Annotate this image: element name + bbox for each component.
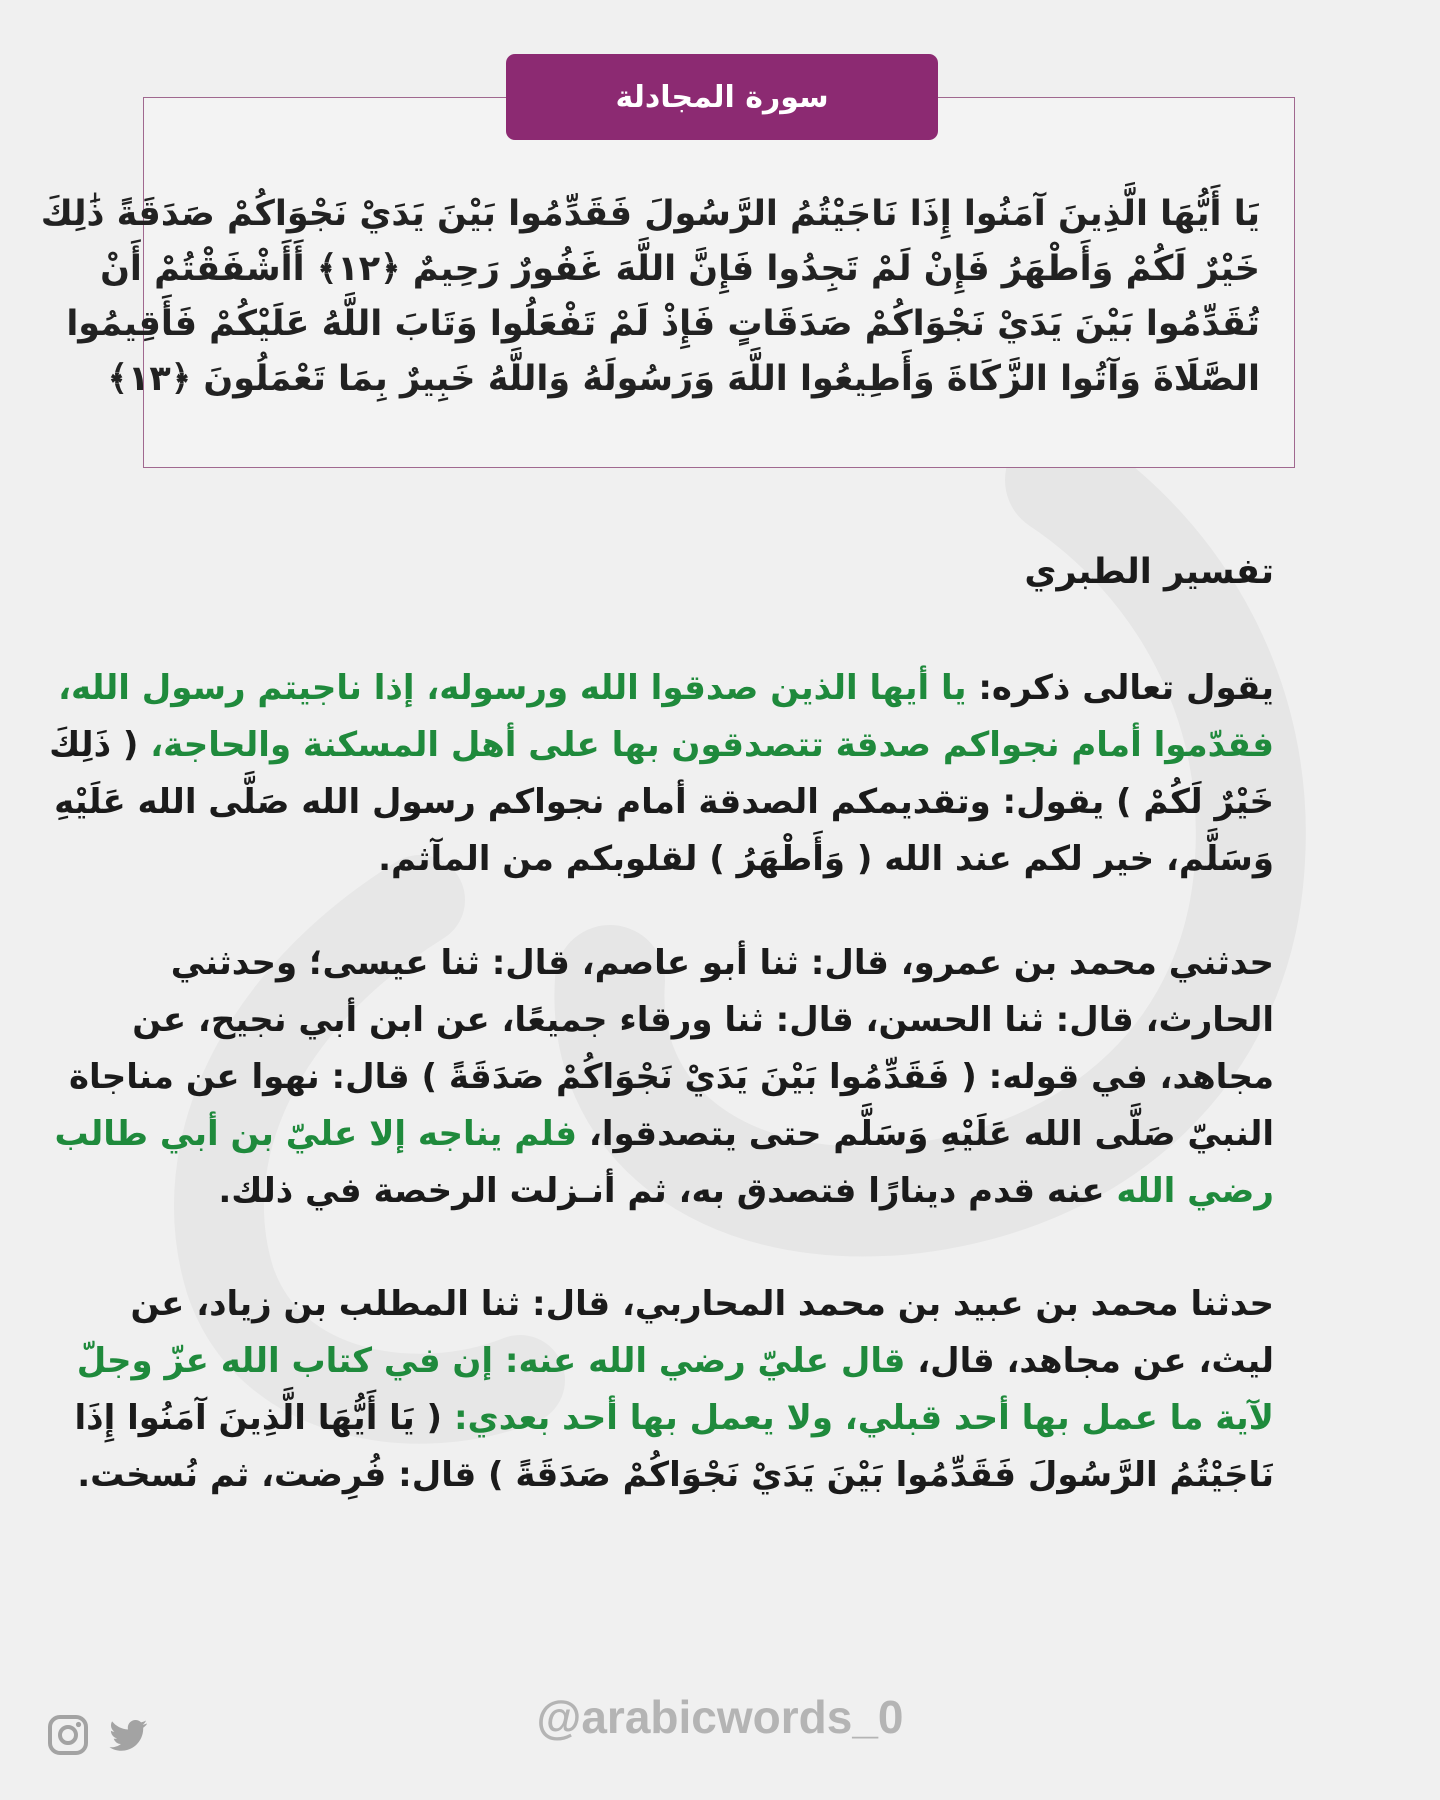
surah-title-tab: [506, 54, 938, 140]
paragraph-line: خَيْرٌ لَكُمْ ) يقول: وتقديمكم الصدقة أمام نجواكم رسول الله صَلَّى الله عَلَيْهِ: [54, 782, 1274, 822]
twitter-icon[interactable]: [106, 1713, 150, 1757]
text-segment: النبيّ صَلَّى الله عَلَيْهِ وَسَلَّم حتى يتصدقوا،: [577, 1114, 1274, 1154]
tafsir-paragraph-2: [54, 935, 1274, 1220]
paragraph-line: حدثني محمد بن عمرو، قال: ثنا أبو عاصم، قال: ثنا عيسى؛ وحدثني: [170, 943, 1274, 983]
paragraph-line: وَسَلَّم، خير لكم عند الله ( وَأَطْهَرُ ) لقلوبكم من المآثم.: [378, 839, 1274, 879]
text-segment: ( يَا أَيُّهَا الَّذِينَ آمَنُوا إِذَا: [74, 1398, 454, 1438]
tafsir-paragraph-3: [74, 1276, 1274, 1504]
text-segment: يقول تعالى ذكره:: [966, 668, 1274, 708]
paragraph-line: نَاجَيْتُمُ الرَّسُولَ فَقَدِّمُوا بَيْنَ يَدَيْ نَجْوَاكُمْ صَدَقَةً ) قال: فُرِضت، ثم نُسخت.: [77, 1455, 1274, 1495]
paragraph-line: [54, 1106, 1274, 1163]
highlighted-text: رضي الله: [1116, 1171, 1274, 1211]
paragraph-line: [74, 1390, 1274, 1447]
text-segment: عنه قدم دينارًا فتصدق به، ثم أنـزلت الرخصة في ذلك.: [218, 1171, 1117, 1211]
highlighted-text: فقدّموا أمام نجواكم صدقة تتصدقون بها على أهل المسكنة والحاجة،: [150, 725, 1274, 765]
paragraph-line: مجاهد، في قوله: ( فَقَدِّمُوا بَيْنَ يَدَيْ نَجْوَاكُمْ صَدَقَةً ) قال: نهوا عن مناجاة: [68, 1057, 1274, 1097]
tafsir-paragraph-1: [49, 660, 1274, 888]
paragraph-line: الحارث، قال: ثنا الحسن، قال: ثنا ورقاء جميعًا، عن ابن أبي نجيح، عن: [132, 1000, 1274, 1040]
highlighted-text: قال عليّ رضي الله عنه: إن في كتاب الله عزّ وجلّ: [76, 1341, 906, 1381]
ayah-line: خَيْرٌ لَكُمْ وَأَطْهَرُ فَإِنْ لَمْ تَجِدُوا فَإِنَّ اللَّهَ غَفُورٌ رَحِيمٌ ﴿١٢﴾ أَأَشْفَقْتُمْ أَنْ: [100, 249, 1260, 289]
quran-verses: [40, 187, 1260, 407]
paragraph-line: [180, 1163, 1274, 1220]
ayah-line: يَا أَيُّهَا الَّذِينَ آمَنُوا إِذَا نَاجَيْتُمُ الرَّسُولَ فَقَدِّمُوا بَيْنَ يَدَيْ نَجْوَاكُمْ صَدَقَةً ذَٰلِكَ: [40, 194, 1260, 234]
tafsir-title: تفسير الطبري: [1024, 552, 1274, 592]
highlighted-text: لآية ما عمل بها أحد قبلي، ولا يعمل بها أحد بعدي:: [453, 1398, 1274, 1438]
text-segment: ( ذَلِكَ: [49, 725, 151, 765]
paragraph-line: [58, 660, 1274, 717]
ayah-line: تُقَدِّمُوا بَيْنَ يَدَيْ نَجْوَاكُمْ صَدَقَاتٍ فَإِذْ لَمْ تَفْعَلُوا وَتَابَ اللَّهُ عَلَيْكُمْ فَأَقِيمُوا: [66, 304, 1260, 344]
footer-handle[interactable]: @arabicwords_0: [536, 1691, 904, 1743]
highlighted-text: فلم يناجه إلا عليّ بن أبي طالب: [54, 1114, 578, 1154]
paragraph-line: [49, 717, 1274, 774]
highlighted-text: يا أيها الذين صدقوا الله ورسوله، إذا ناجيتم رسول الله،: [58, 668, 967, 708]
paragraph-line: [76, 1333, 1274, 1390]
ayah-line: الصَّلَاةَ وَآتُوا الزَّكَاةَ وَأَطِيعُوا اللَّهَ وَرَسُولَهُ وَاللَّهُ خَبِيرٌ بِمَا تَعْمَلُونَ ﴿١٣﴾: [107, 359, 1260, 399]
surah-title: سورة المجادلة: [615, 79, 829, 115]
paragraph-line: حدثنا محمد بن عبيد بن محمد المحاربي، قال: ثنا المطلب بن زياد، عن: [130, 1284, 1274, 1324]
text-segment: ليث، عن مجاهد، قال،: [905, 1341, 1274, 1381]
instagram-icon[interactable]: [46, 1713, 90, 1757]
